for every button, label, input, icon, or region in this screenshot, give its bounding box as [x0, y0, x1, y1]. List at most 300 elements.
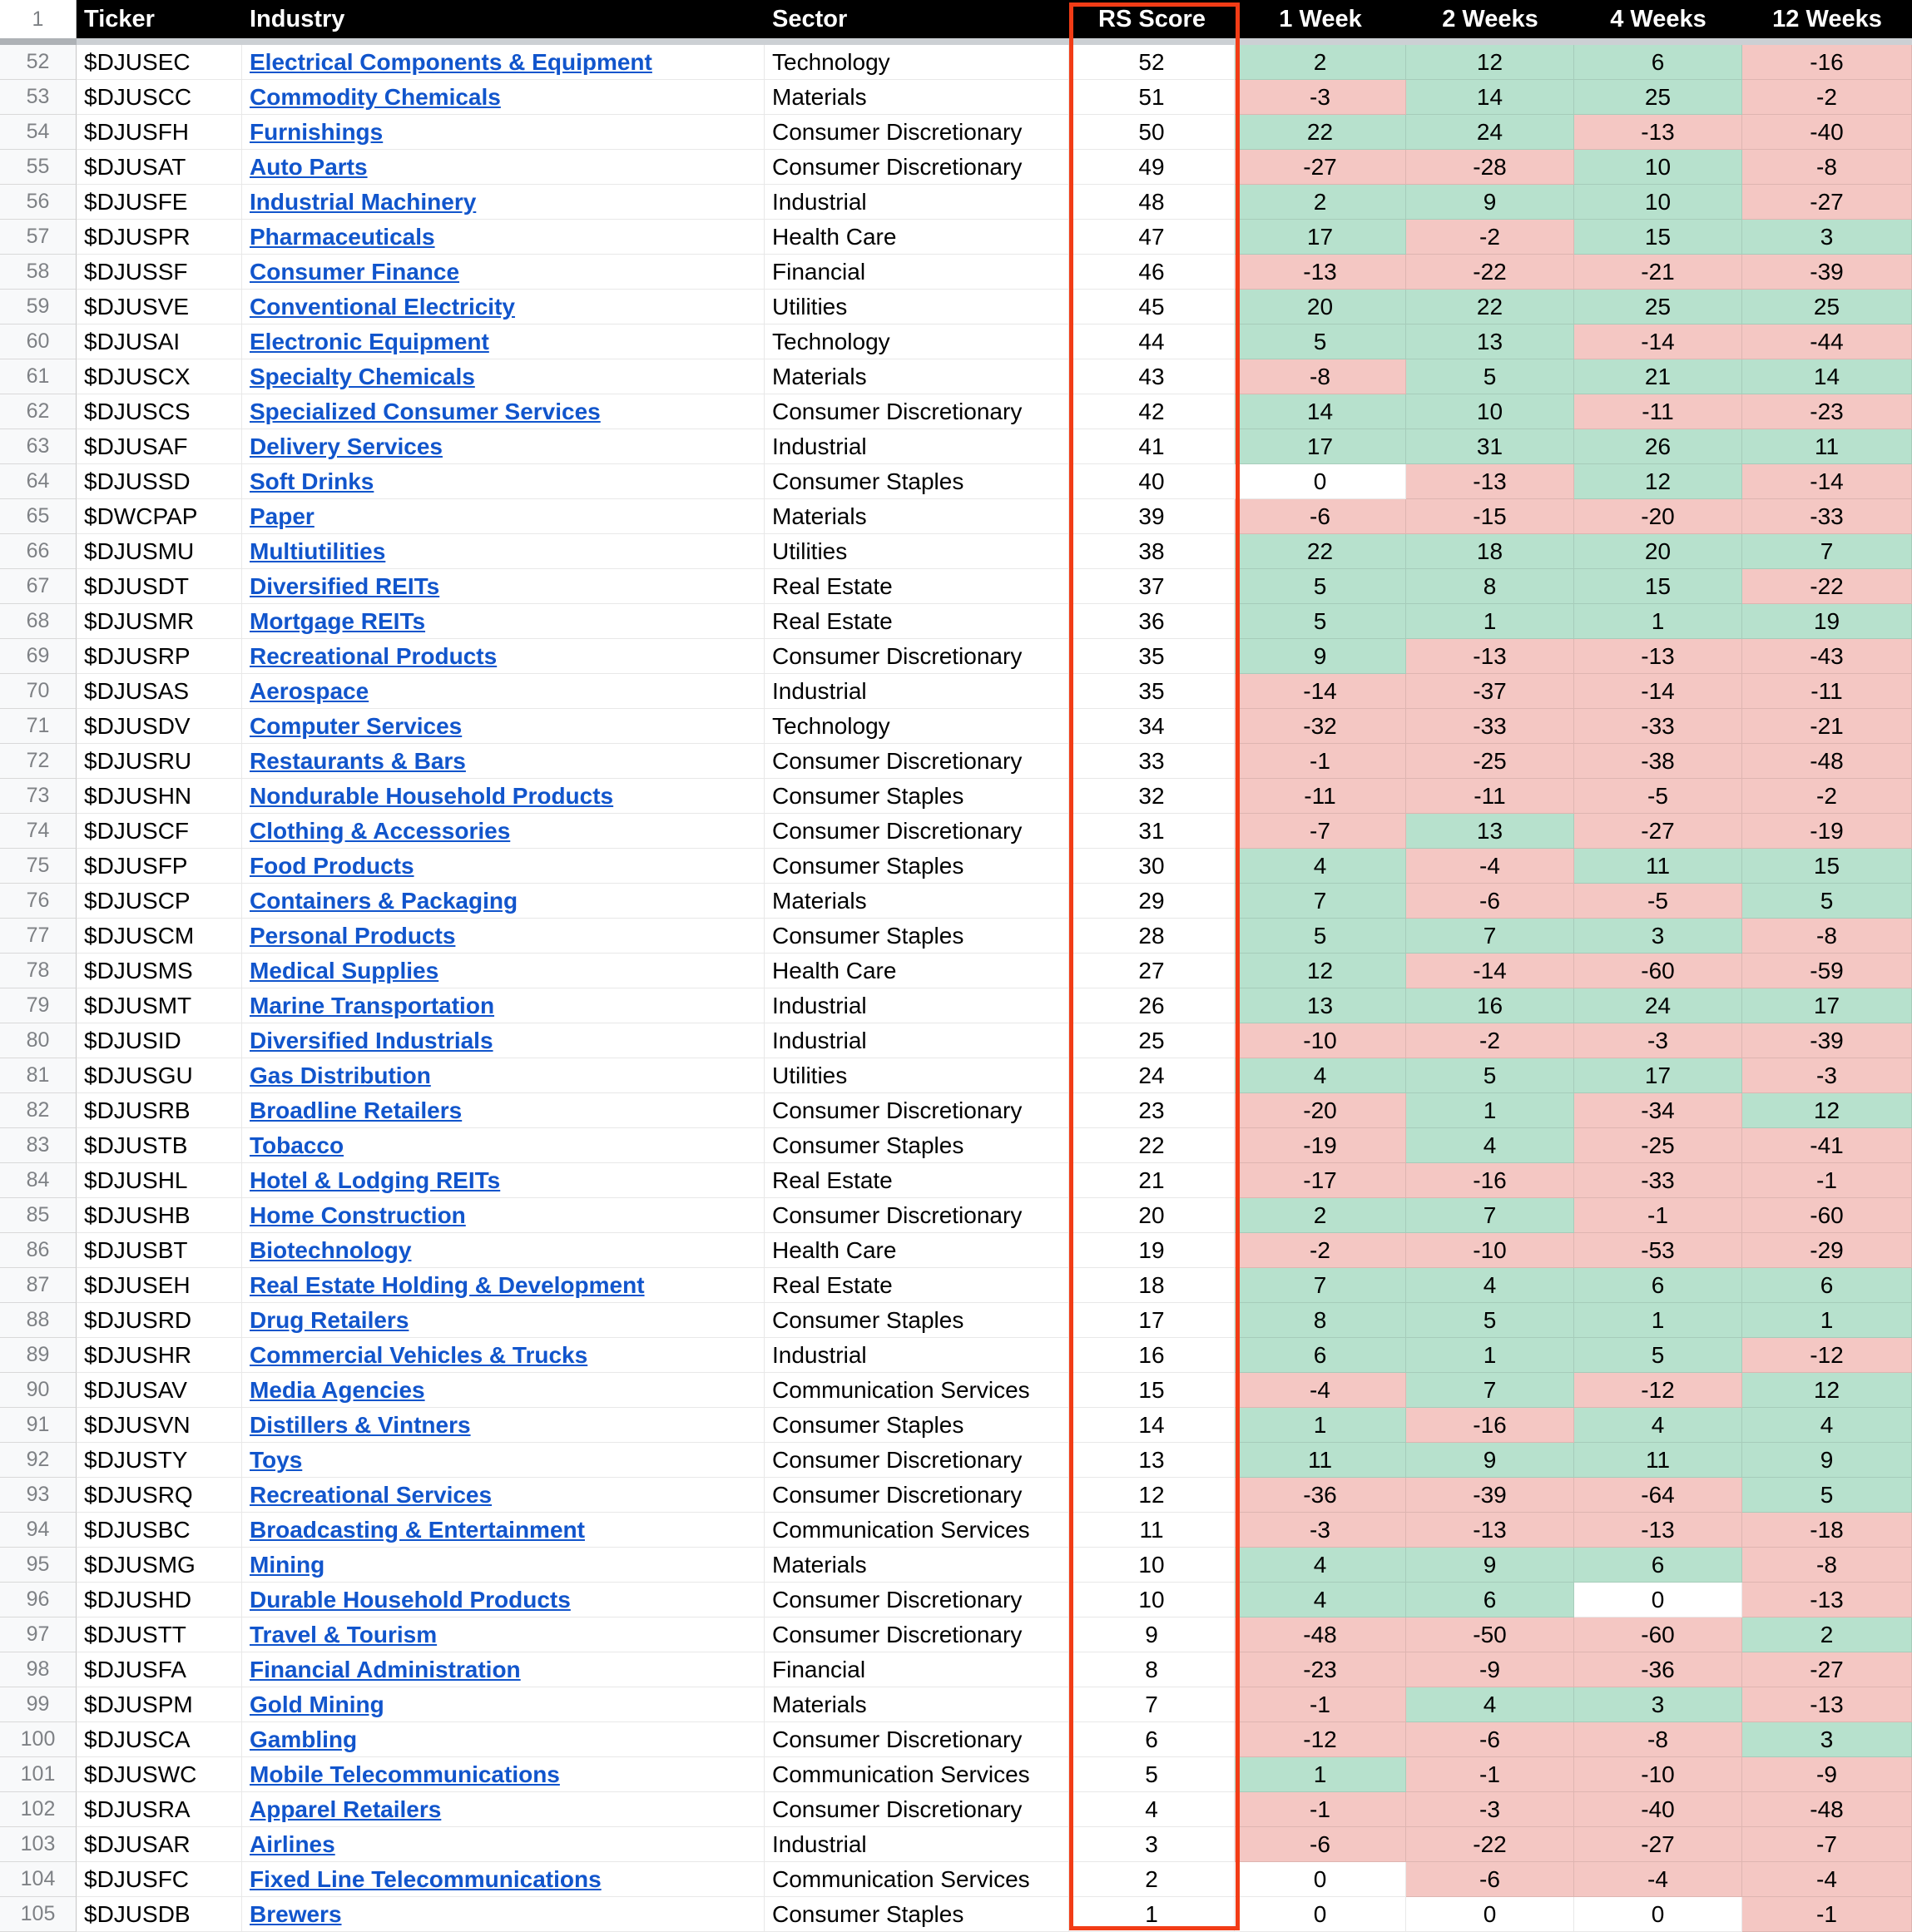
ticker-cell[interactable]: $DJUSVE	[77, 290, 242, 324]
industry-link[interactable]: Mining	[250, 1552, 325, 1578]
week-1-cell[interactable]: 2	[1235, 45, 1406, 80]
rs-score-cell[interactable]: 42	[1069, 394, 1235, 429]
row-number-cell[interactable]: 75	[0, 849, 77, 884]
rs-score-cell[interactable]: 27	[1069, 954, 1235, 988]
week-2-cell[interactable]: -15	[1406, 499, 1574, 534]
industry-cell[interactable]	[242, 569, 765, 604]
industry-cell[interactable]	[242, 290, 765, 324]
industry-link[interactable]: Real Estate Holding & Development	[250, 1272, 645, 1298]
week-4-cell[interactable]: -25	[1574, 1128, 1742, 1163]
row-number-cell[interactable]: 69	[0, 639, 77, 674]
industry-cell[interactable]	[242, 1373, 765, 1408]
sector-cell[interactable]: Consumer Staples	[765, 1408, 1069, 1443]
week-1-cell[interactable]: 13	[1235, 988, 1406, 1023]
rs-score-cell[interactable]: 20	[1069, 1198, 1235, 1233]
week-12-cell[interactable]: 15	[1742, 849, 1912, 884]
rs-score-cell[interactable]: 47	[1069, 220, 1235, 255]
week-12-cell[interactable]: -18	[1742, 1513, 1912, 1548]
industry-link[interactable]: Recreational Services	[250, 1482, 493, 1508]
week-4-cell[interactable]: -3	[1574, 1023, 1742, 1058]
ticker-cell[interactable]: $DWCPAP	[77, 499, 242, 534]
sector-cell[interactable]: Materials	[765, 359, 1069, 394]
week-2-cell[interactable]: -6	[1406, 1862, 1574, 1897]
row-number-cell[interactable]: 71	[0, 709, 77, 744]
sector-cell[interactable]: Consumer Discretionary	[765, 150, 1069, 185]
ticker-cell[interactable]: $DJUSPR	[77, 220, 242, 255]
row-number-cell[interactable]: 93	[0, 1478, 77, 1513]
ticker-cell[interactable]: $DJUSTT	[77, 1617, 242, 1652]
ticker-cell[interactable]: $DJUSRA	[77, 1792, 242, 1827]
sector-cell[interactable]: Consumer Staples	[765, 779, 1069, 814]
row-number-cell[interactable]: 104	[0, 1862, 77, 1897]
row-number-cell[interactable]: 103	[0, 1827, 77, 1862]
ticker-cell[interactable]: $DJUSTB	[77, 1128, 242, 1163]
sector-cell[interactable]: Real Estate	[765, 1268, 1069, 1303]
week-1-cell[interactable]: -13	[1235, 255, 1406, 290]
week-2-cell[interactable]: 7	[1406, 1373, 1574, 1408]
week-4-cell[interactable]: 24	[1574, 988, 1742, 1023]
week-4-cell[interactable]: -13	[1574, 1513, 1742, 1548]
ticker-cell[interactable]: $DJUSCC	[77, 80, 242, 115]
week-12-cell[interactable]: -39	[1742, 1023, 1912, 1058]
week-2-cell[interactable]: -37	[1406, 674, 1574, 709]
header-cell-industry[interactable]: Industry	[242, 0, 765, 38]
week-1-cell[interactable]: 17	[1235, 429, 1406, 464]
rs-score-cell[interactable]: 23	[1069, 1093, 1235, 1128]
ticker-cell[interactable]: $DJUSHR	[77, 1338, 242, 1373]
ticker-cell[interactable]: $DJUSFP	[77, 849, 242, 884]
industry-cell[interactable]	[242, 988, 765, 1023]
industry-link[interactable]: Furnishings	[250, 119, 384, 145]
week-4-cell[interactable]: 10	[1574, 150, 1742, 185]
week-12-cell[interactable]: 17	[1742, 988, 1912, 1023]
rs-score-cell[interactable]: 38	[1069, 534, 1235, 569]
week-2-cell[interactable]: 1	[1406, 604, 1574, 639]
row-number-cell[interactable]: 88	[0, 1303, 77, 1338]
week-1-cell[interactable]: -8	[1235, 359, 1406, 394]
rs-score-cell[interactable]: 14	[1069, 1408, 1235, 1443]
sector-cell[interactable]: Health Care	[765, 954, 1069, 988]
week-4-cell[interactable]: -64	[1574, 1478, 1742, 1513]
sector-cell[interactable]: Utilities	[765, 534, 1069, 569]
rs-score-cell[interactable]: 25	[1069, 1023, 1235, 1058]
week-12-cell[interactable]: -27	[1742, 185, 1912, 220]
ticker-cell[interactable]: $DJUSAV	[77, 1373, 242, 1408]
industry-cell[interactable]	[242, 954, 765, 988]
rs-score-cell[interactable]: 5	[1069, 1757, 1235, 1792]
week-12-cell[interactable]: -59	[1742, 954, 1912, 988]
week-1-cell[interactable]: 0	[1235, 1897, 1406, 1932]
week-12-cell[interactable]: 5	[1742, 884, 1912, 919]
rs-score-cell[interactable]: 35	[1069, 674, 1235, 709]
rs-score-cell[interactable]: 9	[1069, 1617, 1235, 1652]
sector-cell[interactable]: Communication Services	[765, 1373, 1069, 1408]
sector-cell[interactable]: Financial	[765, 255, 1069, 290]
ticker-cell[interactable]: $DJUSFH	[77, 115, 242, 150]
industry-link[interactable]: Financial Administration	[250, 1657, 521, 1682]
rs-score-cell[interactable]: 51	[1069, 80, 1235, 115]
row-number-cell[interactable]: 82	[0, 1093, 77, 1128]
rs-score-cell[interactable]: 43	[1069, 359, 1235, 394]
week-12-cell[interactable]: -39	[1742, 255, 1912, 290]
sector-cell[interactable]: Financial	[765, 1652, 1069, 1687]
industry-link[interactable]: Restaurants & Bars	[250, 748, 466, 774]
week-4-cell[interactable]: -38	[1574, 744, 1742, 779]
rs-score-cell[interactable]: 24	[1069, 1058, 1235, 1093]
sector-cell[interactable]: Consumer Discretionary	[765, 115, 1069, 150]
week-1-cell[interactable]: 4	[1235, 1548, 1406, 1583]
industry-cell[interactable]	[242, 1023, 765, 1058]
week-1-cell[interactable]: 22	[1235, 534, 1406, 569]
row-number-cell[interactable]: 56	[0, 185, 77, 220]
week-2-cell[interactable]: -4	[1406, 849, 1574, 884]
week-1-cell[interactable]: 20	[1235, 290, 1406, 324]
row-number-cell[interactable]: 85	[0, 1198, 77, 1233]
rs-score-cell[interactable]: 19	[1069, 1233, 1235, 1268]
sector-cell[interactable]: Real Estate	[765, 569, 1069, 604]
sector-cell[interactable]: Consumer Discretionary	[765, 1443, 1069, 1478]
industry-cell[interactable]	[242, 1163, 765, 1198]
week-2-cell[interactable]: -6	[1406, 884, 1574, 919]
week-1-cell[interactable]: 2	[1235, 185, 1406, 220]
ticker-cell[interactable]: $DJUSID	[77, 1023, 242, 1058]
rs-score-cell[interactable]: 35	[1069, 639, 1235, 674]
industry-cell[interactable]	[242, 1268, 765, 1303]
rs-score-cell[interactable]: 16	[1069, 1338, 1235, 1373]
week-1-cell[interactable]: 17	[1235, 220, 1406, 255]
sector-cell[interactable]: Technology	[765, 324, 1069, 359]
week-1-cell[interactable]: 2	[1235, 1198, 1406, 1233]
week-12-cell[interactable]: -40	[1742, 115, 1912, 150]
week-2-cell[interactable]: 13	[1406, 814, 1574, 849]
rs-score-cell[interactable]: 34	[1069, 709, 1235, 744]
week-4-cell[interactable]: -12	[1574, 1373, 1742, 1408]
row-number-cell[interactable]: 78	[0, 954, 77, 988]
row-number-cell[interactable]: 92	[0, 1443, 77, 1478]
row-number-cell[interactable]: 86	[0, 1233, 77, 1268]
sector-cell[interactable]: Consumer Discretionary	[765, 744, 1069, 779]
industry-cell[interactable]	[242, 919, 765, 954]
week-2-cell[interactable]: 31	[1406, 429, 1574, 464]
frozen-row-number-cell[interactable]: 1	[0, 0, 77, 38]
sector-cell[interactable]: Industrial	[765, 429, 1069, 464]
industry-cell[interactable]	[242, 1583, 765, 1617]
sector-cell[interactable]: Consumer Discretionary	[765, 639, 1069, 674]
week-1-cell[interactable]: 7	[1235, 884, 1406, 919]
industry-cell[interactable]	[242, 220, 765, 255]
week-4-cell[interactable]: 17	[1574, 1058, 1742, 1093]
sector-cell[interactable]: Communication Services	[765, 1513, 1069, 1548]
industry-link[interactable]: Durable Household Products	[250, 1587, 571, 1612]
week-2-cell[interactable]: 14	[1406, 80, 1574, 115]
week-2-cell[interactable]: 7	[1406, 919, 1574, 954]
industry-link[interactable]: Personal Products	[250, 923, 456, 949]
week-2-cell[interactable]: -22	[1406, 1827, 1574, 1862]
sector-cell[interactable]: Consumer Discretionary	[765, 1198, 1069, 1233]
industry-link[interactable]: Aerospace	[250, 678, 369, 704]
industry-cell[interactable]	[242, 1862, 765, 1897]
week-1-cell[interactable]: -1	[1235, 1792, 1406, 1827]
week-1-cell[interactable]: -6	[1235, 1827, 1406, 1862]
rs-score-cell[interactable]: 13	[1069, 1443, 1235, 1478]
row-number-cell[interactable]: 68	[0, 604, 77, 639]
industry-link[interactable]: Drug Retailers	[250, 1307, 409, 1333]
ticker-cell[interactable]: $DJUSAS	[77, 674, 242, 709]
week-1-cell[interactable]: -27	[1235, 150, 1406, 185]
header-cell-rs-score[interactable]: RS Score	[1069, 0, 1235, 38]
week-12-cell[interactable]: 6	[1742, 1268, 1912, 1303]
sector-cell[interactable]: Communication Services	[765, 1757, 1069, 1792]
week-4-cell[interactable]: 20	[1574, 534, 1742, 569]
week-2-cell[interactable]: 9	[1406, 1548, 1574, 1583]
week-12-cell[interactable]: 4	[1742, 1408, 1912, 1443]
week-1-cell[interactable]: -12	[1235, 1722, 1406, 1757]
industry-link[interactable]: Industrial Machinery	[250, 189, 477, 215]
industry-link[interactable]: Electronic Equipment	[250, 329, 489, 354]
ticker-cell[interactable]: $DJUSWC	[77, 1757, 242, 1792]
week-4-cell[interactable]: 26	[1574, 429, 1742, 464]
industry-link[interactable]: Diversified Industrials	[250, 1028, 493, 1053]
week-1-cell[interactable]: 6	[1235, 1338, 1406, 1373]
industry-cell[interactable]	[242, 359, 765, 394]
ticker-cell[interactable]: $DJUSSD	[77, 464, 242, 499]
week-4-cell[interactable]: 4	[1574, 1408, 1742, 1443]
week-1-cell[interactable]: 4	[1235, 1058, 1406, 1093]
week-12-cell[interactable]: -27	[1742, 1652, 1912, 1687]
week-4-cell[interactable]: -36	[1574, 1652, 1742, 1687]
ticker-cell[interactable]: $DJUSTY	[77, 1443, 242, 1478]
week-4-cell[interactable]: -10	[1574, 1757, 1742, 1792]
row-number-cell[interactable]: 89	[0, 1338, 77, 1373]
row-number-cell[interactable]: 94	[0, 1513, 77, 1548]
week-2-cell[interactable]: 24	[1406, 115, 1574, 150]
industry-link[interactable]: Consumer Finance	[250, 259, 460, 285]
week-12-cell[interactable]: 3	[1742, 220, 1912, 255]
week-4-cell[interactable]: 25	[1574, 290, 1742, 324]
week-4-cell[interactable]: -21	[1574, 255, 1742, 290]
week-1-cell[interactable]: -1	[1235, 744, 1406, 779]
week-12-cell[interactable]: -33	[1742, 499, 1912, 534]
week-12-cell[interactable]: -13	[1742, 1687, 1912, 1722]
industry-cell[interactable]	[242, 1303, 765, 1338]
rs-score-cell[interactable]: 1	[1069, 1897, 1235, 1932]
rs-score-cell[interactable]: 11	[1069, 1513, 1235, 1548]
industry-cell[interactable]	[242, 1827, 765, 1862]
week-4-cell[interactable]: 6	[1574, 1268, 1742, 1303]
week-2-cell[interactable]: -13	[1406, 639, 1574, 674]
industry-cell[interactable]	[242, 1443, 765, 1478]
sector-cell[interactable]: Consumer Discretionary	[765, 1583, 1069, 1617]
week-4-cell[interactable]: 3	[1574, 919, 1742, 954]
rs-score-cell[interactable]: 15	[1069, 1373, 1235, 1408]
rs-score-cell[interactable]: 31	[1069, 814, 1235, 849]
week-4-cell[interactable]: 5	[1574, 1338, 1742, 1373]
rs-score-cell[interactable]: 21	[1069, 1163, 1235, 1198]
week-2-cell[interactable]: -6	[1406, 1722, 1574, 1757]
week-1-cell[interactable]: -19	[1235, 1128, 1406, 1163]
week-2-cell[interactable]: 9	[1406, 185, 1574, 220]
industry-link[interactable]: Mobile Telecommunications	[250, 1761, 560, 1787]
rs-score-cell[interactable]: 33	[1069, 744, 1235, 779]
rs-score-cell[interactable]: 50	[1069, 115, 1235, 150]
industry-cell[interactable]	[242, 1338, 765, 1373]
sector-cell[interactable]: Consumer Discretionary	[765, 1792, 1069, 1827]
ticker-cell[interactable]: $DJUSAI	[77, 324, 242, 359]
industry-cell[interactable]	[242, 324, 765, 359]
week-12-cell[interactable]: 9	[1742, 1443, 1912, 1478]
week-4-cell[interactable]: -53	[1574, 1233, 1742, 1268]
industry-cell[interactable]	[242, 534, 765, 569]
industry-link[interactable]: Toys	[250, 1447, 303, 1473]
sector-cell[interactable]: Materials	[765, 1687, 1069, 1722]
row-number-cell[interactable]: 98	[0, 1652, 77, 1687]
industry-cell[interactable]	[242, 394, 765, 429]
ticker-cell[interactable]: $DJUSAR	[77, 1827, 242, 1862]
week-4-cell[interactable]: -13	[1574, 639, 1742, 674]
ticker-cell[interactable]: $DJUSBC	[77, 1513, 242, 1548]
header-cell-1-week[interactable]: 1 Week	[1235, 0, 1406, 38]
week-1-cell[interactable]: 8	[1235, 1303, 1406, 1338]
ticker-cell[interactable]: $DJUSVN	[77, 1408, 242, 1443]
week-12-cell[interactable]: 11	[1742, 429, 1912, 464]
week-2-cell[interactable]: -28	[1406, 150, 1574, 185]
industry-link[interactable]: Broadcasting & Entertainment	[250, 1517, 585, 1543]
row-number-cell[interactable]: 57	[0, 220, 77, 255]
week-1-cell[interactable]: 1	[1235, 1757, 1406, 1792]
row-number-cell[interactable]: 80	[0, 1023, 77, 1058]
ticker-cell[interactable]: $DJUSMS	[77, 954, 242, 988]
sector-cell[interactable]: Consumer Staples	[765, 919, 1069, 954]
sector-cell[interactable]: Industrial	[765, 1023, 1069, 1058]
sector-cell[interactable]: Health Care	[765, 220, 1069, 255]
sector-cell[interactable]: Industrial	[765, 988, 1069, 1023]
industry-link[interactable]: Gas Distribution	[250, 1063, 431, 1088]
week-4-cell[interactable]: -60	[1574, 1617, 1742, 1652]
rs-score-cell[interactable]: 44	[1069, 324, 1235, 359]
ticker-cell[interactable]: $DJUSCF	[77, 814, 242, 849]
week-4-cell[interactable]: 15	[1574, 569, 1742, 604]
industry-link[interactable]: Travel & Tourism	[250, 1622, 438, 1647]
week-4-cell[interactable]: -1	[1574, 1198, 1742, 1233]
week-2-cell[interactable]: -14	[1406, 954, 1574, 988]
header-cell-4-weeks[interactable]: 4 Weeks	[1574, 0, 1742, 38]
week-12-cell[interactable]: -21	[1742, 709, 1912, 744]
industry-link[interactable]: Paper	[250, 503, 315, 529]
industry-cell[interactable]	[242, 884, 765, 919]
week-12-cell[interactable]: -1	[1742, 1897, 1912, 1932]
week-1-cell[interactable]: 5	[1235, 919, 1406, 954]
week-12-cell[interactable]: -8	[1742, 919, 1912, 954]
week-2-cell[interactable]: 5	[1406, 1303, 1574, 1338]
industry-cell[interactable]	[242, 674, 765, 709]
row-number-cell[interactable]: 61	[0, 359, 77, 394]
industry-link[interactable]: Apparel Retailers	[250, 1796, 442, 1822]
row-number-cell[interactable]: 70	[0, 674, 77, 709]
week-2-cell[interactable]: 4	[1406, 1128, 1574, 1163]
row-number-cell[interactable]: 74	[0, 814, 77, 849]
week-4-cell[interactable]: 3	[1574, 1687, 1742, 1722]
ticker-cell[interactable]: $DJUSPM	[77, 1687, 242, 1722]
week-2-cell[interactable]: 4	[1406, 1268, 1574, 1303]
week-12-cell[interactable]: 7	[1742, 534, 1912, 569]
industry-link[interactable]: Specialty Chemicals	[250, 364, 475, 389]
week-4-cell[interactable]: -13	[1574, 115, 1742, 150]
week-1-cell[interactable]: 14	[1235, 394, 1406, 429]
week-1-cell[interactable]: 4	[1235, 1583, 1406, 1617]
week-1-cell[interactable]: 7	[1235, 1268, 1406, 1303]
week-2-cell[interactable]: -33	[1406, 709, 1574, 744]
row-number-cell[interactable]: 87	[0, 1268, 77, 1303]
week-2-cell[interactable]: -10	[1406, 1233, 1574, 1268]
sector-cell[interactable]: Technology	[765, 709, 1069, 744]
rs-score-cell[interactable]: 37	[1069, 569, 1235, 604]
rs-score-cell[interactable]: 3	[1069, 1827, 1235, 1862]
industry-cell[interactable]	[242, 499, 765, 534]
rs-score-cell[interactable]: 17	[1069, 1303, 1235, 1338]
week-2-cell[interactable]: 6	[1406, 1583, 1574, 1617]
rs-score-cell[interactable]: 8	[1069, 1652, 1235, 1687]
week-12-cell[interactable]: -43	[1742, 639, 1912, 674]
week-4-cell[interactable]: 1	[1574, 1303, 1742, 1338]
week-2-cell[interactable]: -13	[1406, 1513, 1574, 1548]
week-2-cell[interactable]: 8	[1406, 569, 1574, 604]
ticker-cell[interactable]: $DJUSCS	[77, 394, 242, 429]
row-number-cell[interactable]: 84	[0, 1163, 77, 1198]
week-4-cell[interactable]: 6	[1574, 1548, 1742, 1583]
industry-link[interactable]: Auto Parts	[250, 154, 368, 180]
industry-cell[interactable]	[242, 1198, 765, 1233]
week-4-cell[interactable]: -33	[1574, 709, 1742, 744]
week-2-cell[interactable]: 10	[1406, 394, 1574, 429]
rs-score-cell[interactable]: 52	[1069, 45, 1235, 80]
industry-link[interactable]: Nondurable Household Products	[250, 783, 614, 809]
week-4-cell[interactable]: 21	[1574, 359, 1742, 394]
week-1-cell[interactable]: 5	[1235, 324, 1406, 359]
industry-link[interactable]: Multiutilities	[250, 538, 386, 564]
header-cell-sector[interactable]: Sector	[765, 0, 1069, 38]
ticker-cell[interactable]: $DJUSCP	[77, 884, 242, 919]
week-4-cell[interactable]: -34	[1574, 1093, 1742, 1128]
row-number-cell[interactable]: 102	[0, 1792, 77, 1827]
industry-cell[interactable]	[242, 185, 765, 220]
week-1-cell[interactable]: -20	[1235, 1093, 1406, 1128]
week-4-cell[interactable]: 12	[1574, 464, 1742, 499]
week-2-cell[interactable]: -16	[1406, 1163, 1574, 1198]
week-1-cell[interactable]: -2	[1235, 1233, 1406, 1268]
industry-link[interactable]: Medical Supplies	[250, 958, 439, 983]
industry-cell[interactable]	[242, 1897, 765, 1932]
week-4-cell[interactable]: 25	[1574, 80, 1742, 115]
rs-score-cell[interactable]: 48	[1069, 185, 1235, 220]
rs-score-cell[interactable]: 10	[1069, 1583, 1235, 1617]
sector-cell[interactable]: Consumer Discretionary	[765, 1617, 1069, 1652]
week-1-cell[interactable]: 5	[1235, 569, 1406, 604]
ticker-cell[interactable]: $DJUSDB	[77, 1897, 242, 1932]
week-12-cell[interactable]: 12	[1742, 1093, 1912, 1128]
industry-link[interactable]: Computer Services	[250, 713, 463, 739]
week-1-cell[interactable]: -14	[1235, 674, 1406, 709]
industry-link[interactable]: Soft Drinks	[250, 468, 374, 494]
week-2-cell[interactable]: -2	[1406, 220, 1574, 255]
week-1-cell[interactable]: 0	[1235, 464, 1406, 499]
week-4-cell[interactable]: -27	[1574, 1827, 1742, 1862]
week-12-cell[interactable]: 14	[1742, 359, 1912, 394]
ticker-cell[interactable]: $DJUSHL	[77, 1163, 242, 1198]
ticker-cell[interactable]: $DJUSEH	[77, 1268, 242, 1303]
ticker-cell[interactable]: $DJUSCX	[77, 359, 242, 394]
sector-cell[interactable]: Consumer Staples	[765, 849, 1069, 884]
ticker-cell[interactable]: $DJUSFE	[77, 185, 242, 220]
